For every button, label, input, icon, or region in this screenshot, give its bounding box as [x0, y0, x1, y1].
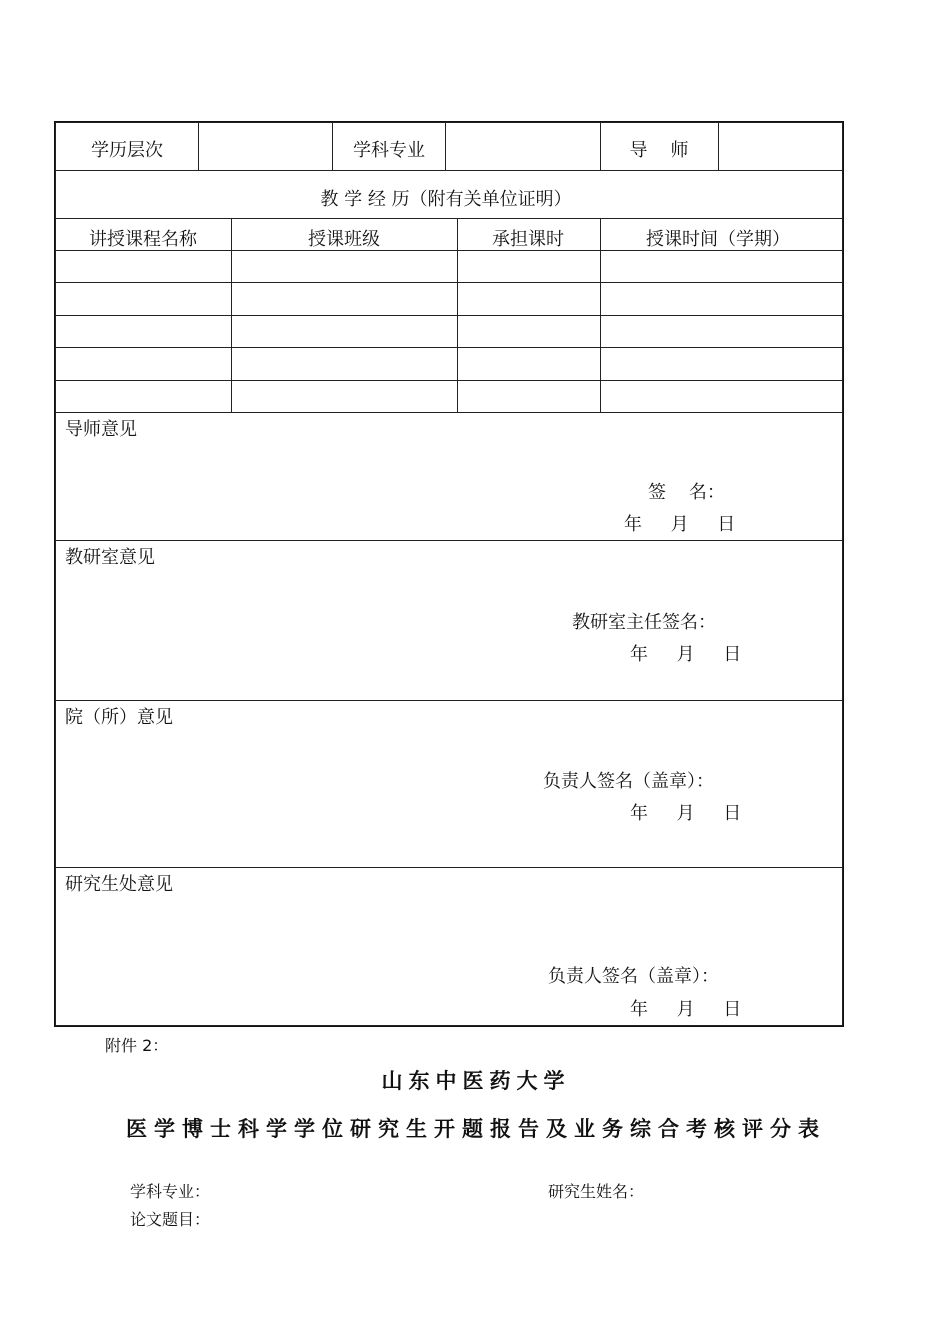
supervisor-opinion-label: 导师意见 — [65, 419, 137, 440]
teaching-col-hours: 承担课时 — [492, 229, 564, 250]
student-name-field-label: 研究生姓名： — [548, 1182, 645, 1201]
graduate-office-date-label: 年 月 日 — [630, 999, 742, 1020]
institute-opinion-cell[interactable] — [55, 700, 843, 868]
table-row-cell[interactable] — [457, 380, 601, 413]
department-sign-label: 教研室主任签名： — [572, 612, 716, 633]
table-row-cell[interactable] — [600, 250, 843, 283]
major-field-label: 学科专业： — [130, 1182, 211, 1201]
major-label: 学科专业 — [353, 140, 425, 161]
table-row-cell[interactable] — [600, 380, 843, 413]
institute-sign-label: 负责人签名（盖章）： — [543, 771, 714, 792]
table-row-cell[interactable] — [55, 347, 232, 381]
table-row-cell[interactable] — [231, 380, 458, 413]
supervisor-label: 导 师 — [629, 140, 689, 161]
table-row-cell[interactable] — [231, 250, 458, 283]
graduate-office-opinion-label: 研究生处意见 — [65, 874, 173, 895]
table-row-cell[interactable] — [55, 282, 232, 316]
teaching-col-course: 讲授课程名称 — [89, 229, 197, 250]
supervisor-sign-label: 签 名： — [648, 482, 725, 503]
teaching-section-title: 教 学 经 历（附有关单位证明） — [320, 189, 572, 210]
university-title: 山东中医药大学 — [381, 1068, 571, 1093]
education-level-label: 学历层次 — [91, 140, 163, 161]
table-row-cell[interactable] — [457, 347, 601, 381]
table-row-cell[interactable] — [457, 315, 601, 348]
education-level-value-cell[interactable] — [198, 122, 333, 171]
institute-date-label: 年 月 日 — [630, 803, 742, 824]
supervisor-value-cell[interactable] — [718, 122, 843, 171]
teaching-col-term: 授课时间（学期） — [646, 229, 790, 250]
table-row-cell[interactable] — [600, 347, 843, 381]
attachment-label: 附件 2： — [105, 1036, 169, 1055]
table-row-cell[interactable] — [457, 250, 601, 283]
table-row-cell[interactable] — [55, 380, 232, 413]
department-date-label: 年 月 日 — [630, 644, 742, 665]
table-row-cell[interactable] — [55, 315, 232, 348]
table-row-cell[interactable] — [600, 315, 843, 348]
thesis-title-field-label: 论文题目： — [130, 1210, 211, 1229]
table-row-cell[interactable] — [231, 315, 458, 348]
major-value-cell[interactable] — [445, 122, 601, 171]
institute-opinion-label: 院（所）意见 — [65, 707, 173, 728]
table-row-cell[interactable] — [600, 282, 843, 316]
teaching-col-class: 授课班级 — [308, 229, 380, 250]
table-row-cell[interactable] — [231, 347, 458, 381]
graduate-office-sign-label: 负责人签名（盖章）： — [548, 966, 719, 987]
department-opinion-label: 教研室意见 — [65, 547, 155, 568]
supervisor-date-label: 年 月 日 — [624, 514, 736, 535]
form-title: 医学博士科学学位研究生开题报告及业务综合考核评分表 — [126, 1116, 826, 1141]
table-row-cell[interactable] — [231, 282, 458, 316]
table-row-cell[interactable] — [457, 282, 601, 316]
department-opinion-cell[interactable] — [55, 540, 843, 701]
table-row-cell[interactable] — [55, 250, 232, 283]
